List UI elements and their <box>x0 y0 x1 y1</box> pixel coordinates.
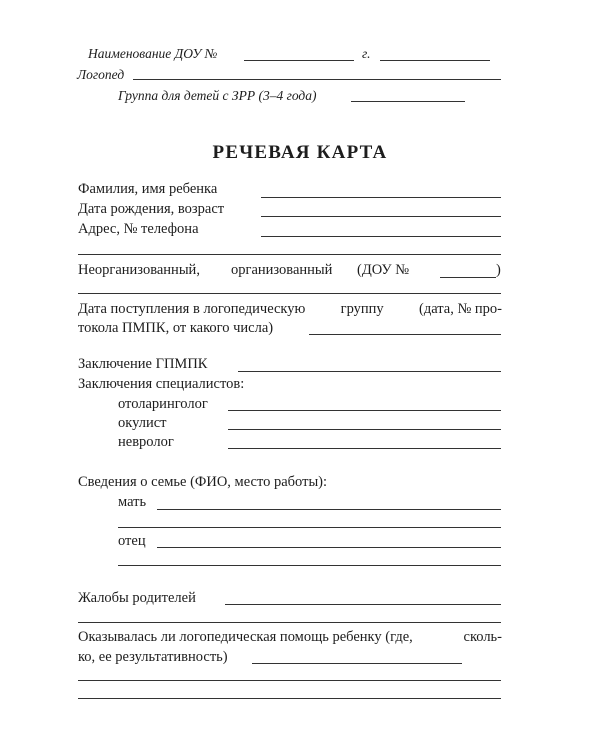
help-text-b: сколь- <box>463 629 502 645</box>
neurologist-label: невролог <box>118 434 174 450</box>
complaints-label: Жалобы родителей <box>78 590 196 606</box>
dou-num-line[interactable] <box>440 277 496 278</box>
mother-label: мать <box>118 494 147 510</box>
help-extra-line-2[interactable] <box>78 698 501 699</box>
father-label: отец <box>118 533 146 549</box>
family-label: Сведения о семье (ФИО, место работы): <box>78 474 328 490</box>
address-line[interactable] <box>261 236 501 237</box>
admission-text-b: группу <box>340 301 384 317</box>
oculist-label: окулист <box>118 415 167 431</box>
help-line2: ко, ее результативность) <box>78 649 228 665</box>
father-line[interactable] <box>157 547 501 548</box>
group-line[interactable] <box>351 101 465 102</box>
page-title: РЕЧЕВАЯ КАРТА <box>212 142 388 163</box>
address-label: Адрес, № телефона <box>78 221 199 237</box>
admission-text-c: (дата, № про- <box>418 301 502 317</box>
admission-line2: токола ПМПК, от какого числа) <box>78 320 274 336</box>
help-text-a: Оказывалась ли логопедическая помощь ребенку (где, <box>78 629 413 645</box>
org-part1: Неорганизованный, <box>78 262 200 278</box>
ent-label: отоларинголог <box>118 396 208 412</box>
child-name-label: Фамилия, имя ребенка <box>78 181 218 197</box>
specialists-label: Заключения специалистов: <box>78 376 245 392</box>
child-name-line[interactable] <box>261 197 501 198</box>
logoped-label: Логопед <box>77 67 125 82</box>
city-line[interactable] <box>380 60 490 61</box>
dou-number-line[interactable] <box>244 60 354 61</box>
mother-line[interactable] <box>157 509 501 510</box>
address-extra-line[interactable] <box>78 254 501 255</box>
complaints-line[interactable] <box>225 604 501 605</box>
birth-line[interactable] <box>261 216 501 217</box>
org-close: ) <box>496 262 501 278</box>
oculist-line[interactable] <box>228 429 501 430</box>
org-part2: организованный <box>231 262 333 278</box>
group-label: Группа для детей с ЗРР (3–4 года) <box>118 88 317 103</box>
complaints-extra-line[interactable] <box>78 622 501 623</box>
mother-extra-line[interactable] <box>118 527 501 528</box>
birth-label: Дата рождения, возраст <box>78 201 225 217</box>
admission-line1 <box>78 301 502 318</box>
help-extra-line-1[interactable] <box>78 680 501 681</box>
gpmpk-line[interactable] <box>238 371 501 372</box>
admission-line[interactable] <box>309 334 501 335</box>
city-label: г. <box>362 46 371 61</box>
org-extra-line[interactable] <box>78 293 501 294</box>
father-extra-line[interactable] <box>118 565 501 566</box>
neurologist-line[interactable] <box>228 448 501 449</box>
logoped-line[interactable] <box>133 79 501 80</box>
help-line[interactable] <box>252 663 462 664</box>
dou-label: Наименование ДОУ № <box>88 46 218 61</box>
ent-line[interactable] <box>228 410 501 411</box>
gpmpk-label: Заключение ГПМПК <box>78 356 208 372</box>
help-line1 <box>78 629 502 646</box>
org-part3: (ДОУ № <box>357 262 410 278</box>
admission-text-a: Дата поступления в логопедическую <box>78 301 306 317</box>
